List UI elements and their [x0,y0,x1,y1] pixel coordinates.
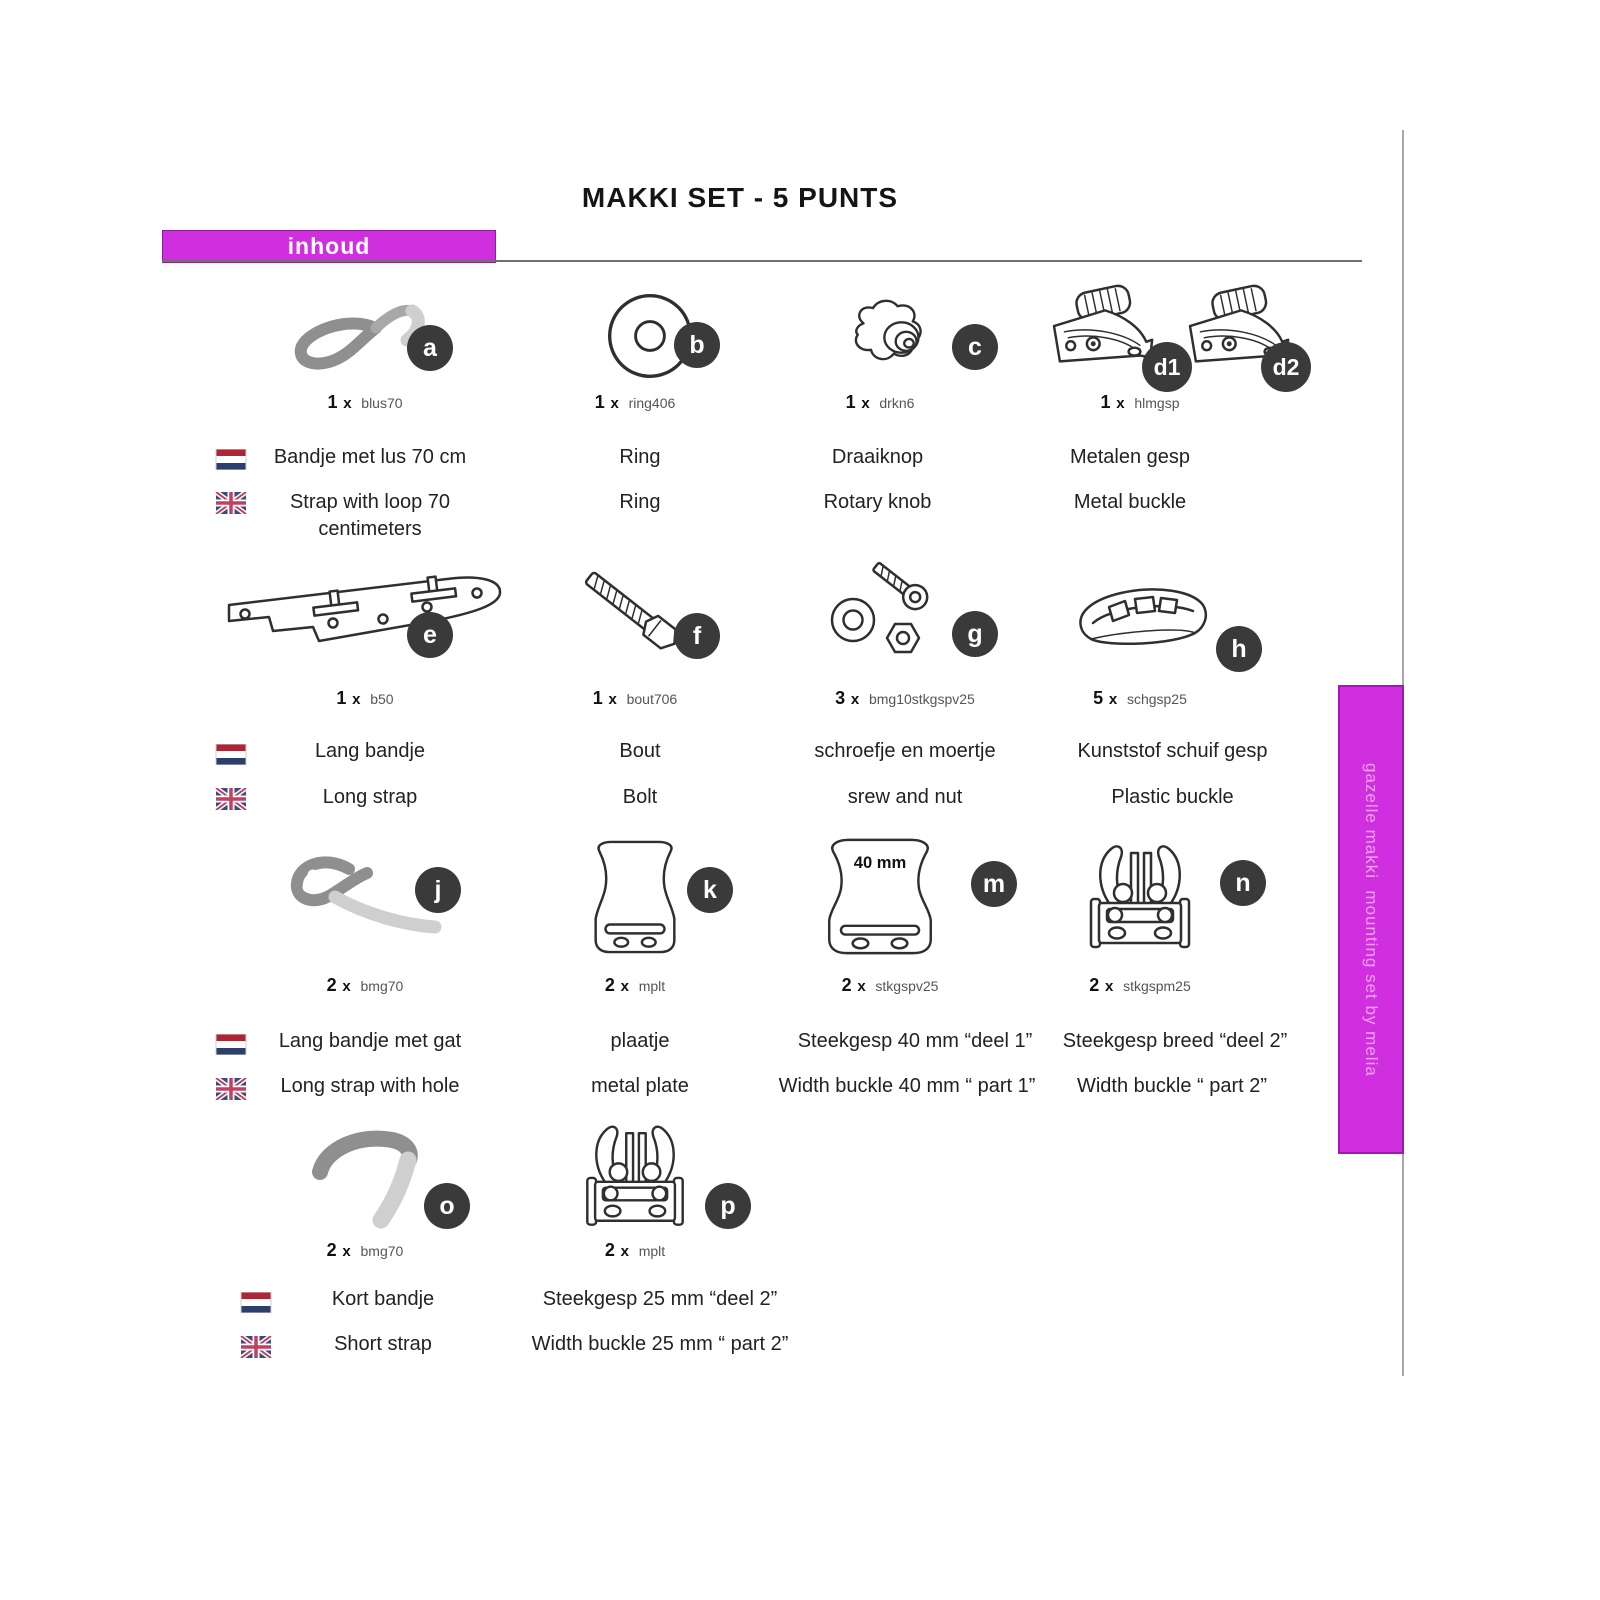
side-title-text: gazelle makki mounting set by melia [1362,762,1381,1077]
qty-f [520,688,750,709]
desc-text: Width buckle “ part 2” [1076,1075,1268,1097]
desc-text: schroefje en moertje [814,740,996,762]
desc-text: Strap with loop 70 centimeters [289,491,451,540]
part-code: bout706 [626,691,678,707]
desc-text: Lang bandje [314,740,426,762]
qty-value: 2 [1089,975,1100,995]
uk-flag-icon [215,492,247,514]
part-a-cell [230,280,500,392]
part-code: b50 [370,691,394,707]
width-buckle-male-icon [562,1121,708,1231]
part-badge-p: p [705,1183,751,1229]
qty-value: 5 [1093,688,1104,708]
desc-text: plaatje [610,1030,670,1052]
desc-text: Ring [619,491,661,513]
rotary-knob-icon [828,293,953,383]
times-label: x [342,1243,351,1260]
qty-a [230,392,500,413]
part-code: drkn6 [879,395,915,411]
part-badge-g: g [952,611,998,657]
metal-plate-buckle-icon [581,838,689,956]
qty-n [1000,975,1280,996]
desc-text: Kunststof schuif gesp [1077,740,1268,762]
qty-value: 1 [845,392,856,412]
part-badge-d1: d1 [1142,342,1192,392]
qty-b [520,392,750,413]
desc-text: Draaiknop [831,446,924,468]
qty-h [1020,688,1260,709]
part-code: schgsp25 [1126,691,1187,707]
inhoud-banner [162,230,496,263]
desc-text: Plastic buckle [1111,786,1234,808]
bolt-icon [575,551,695,676]
part-b-cell [535,280,765,392]
part-code: hlmgsp [1134,395,1180,411]
desc-text: Short strap [334,1333,432,1355]
part-badge-d2: d2 [1261,342,1311,392]
plastic-slide-buckle-icon [1065,567,1215,659]
part-badge-b: b [674,322,720,368]
desc-text: Bolt [622,786,658,808]
qty-value: 1 [1100,392,1111,412]
part-code: blus70 [361,395,403,411]
qty-g [775,688,1035,709]
desc-text: Bout [619,740,661,762]
header-divider-line [162,260,1362,262]
part-code: bmg70 [360,1243,404,1259]
part-code: mplt [638,1243,666,1259]
size-label: 40 mm [853,853,907,873]
long-strap-plate-icon [215,557,515,669]
desc-text: srew and nut [847,786,963,808]
part-badge-e: e [407,612,453,658]
qty-value: 1 [327,392,338,412]
part-badge-k: k [687,867,733,913]
part-f-cell [520,548,750,678]
times-label: x [352,691,361,708]
qty-k [520,975,750,996]
part-badge-a: a [407,325,453,371]
part-code: ring406 [628,395,676,411]
short-strap-icon [298,1120,433,1232]
width-buckle-female-icon [816,836,944,958]
qty-value: 2 [604,975,615,995]
desc-text: Rotary knob [823,491,932,513]
times-label: x [610,395,619,412]
part-code: stkgspv25 [875,978,939,994]
qty-e [230,688,500,709]
times-label: x [343,395,352,412]
times-label: x [1116,395,1125,412]
qty-value: 2 [326,1240,337,1260]
desc-text: Metal buckle [1073,491,1187,513]
qty-value: 1 [594,392,605,412]
times-label: x [850,691,860,708]
desc-text: Bandje met lus 70 cm [273,446,467,468]
times-label: x [342,978,351,995]
desc-text: Steekgesp 40 mm “deel 1” [797,1030,1033,1052]
width-buckle-male-icon [1065,841,1215,953]
side-title-bar [1338,685,1404,1154]
part-badge-f: f [674,613,720,659]
qty-value: 3 [835,688,846,708]
qty-value: 1 [592,688,603,708]
part-badge-j: j [415,867,461,913]
times-label: x [857,978,866,995]
desc-text: metal plate [591,1075,689,1097]
times-label: x [1104,978,1114,995]
qty-value: 2 [326,975,337,995]
desc-text: Steekgesp breed “deel 2” [1062,1030,1288,1052]
part-badge-h: h [1216,626,1262,672]
qty-c [760,392,1000,413]
qty-value: 2 [604,1240,615,1260]
times-label: x [608,691,617,708]
part-e-cell [205,548,525,678]
part-badge-c: c [952,324,998,370]
times-label: x [620,978,629,995]
part-code: mplt [638,978,666,994]
part-badge-o: o [424,1183,470,1229]
times-label: x [620,1243,629,1260]
desc-text: Kort bandje [331,1288,435,1310]
desc-text: Long strap [322,786,418,808]
times-label: x [1108,691,1118,708]
desc-text: Lang bandje met gat [278,1030,462,1052]
desc-text: Width buckle 40 mm “ part 1” [778,1075,1036,1097]
screw-washer-nut-icon [813,558,948,668]
part-m-cell [760,838,1000,956]
desc-text: Ring [619,446,661,468]
desc-text: Steekgesp 25 mm “deel 2” [542,1288,778,1310]
page-title: MAKKI SET - 5 PUNTS [581,182,899,213]
part-code: stkgspm25 [1123,978,1191,994]
qty-p [520,1240,750,1261]
qty-d [1005,392,1275,413]
part-badge-n: n [1220,860,1266,906]
qty-j [230,975,500,996]
part-code: bmg70 [360,978,404,994]
desc-text: Long strap with hole [280,1075,460,1097]
desc-text: Metalen gesp [1069,446,1191,468]
desc-text: Width buckle 25 mm “ part 2” [531,1333,789,1355]
inhoud-banner-label: inhoud [287,233,371,259]
qty-value: 2 [841,975,852,995]
part-badge-m: m [971,861,1017,907]
part-code: bmg10stkgspv25 [868,691,975,707]
times-label: x [861,395,870,412]
qty-m [760,975,1020,996]
qty-o [230,1240,500,1261]
qty-value: 1 [336,688,347,708]
